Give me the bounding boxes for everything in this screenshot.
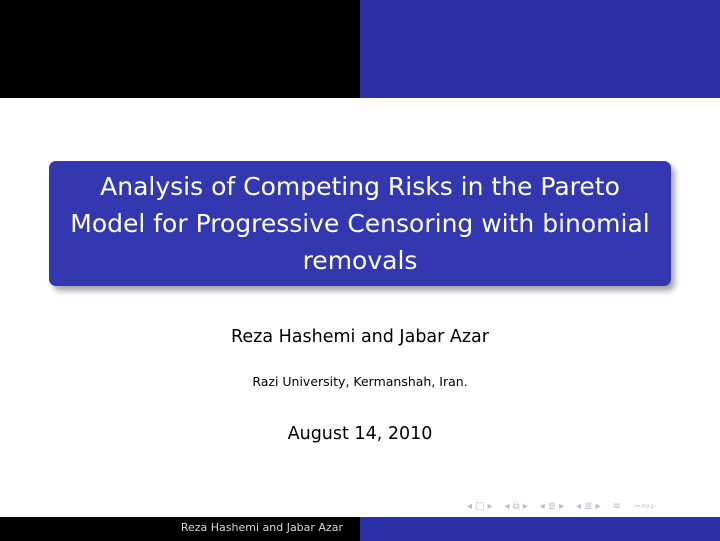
section-icon[interactable]: ≣ — [547, 501, 557, 512]
appendix-icon[interactable]: ≡ — [612, 501, 622, 512]
frame-icon[interactable]: □ — [475, 501, 485, 512]
section-next-icon[interactable]: ▸ — [559, 501, 565, 512]
title-box — [49, 161, 671, 286]
header-left-panel — [0, 0, 360, 98]
header-right-panel — [360, 0, 720, 98]
section-prev-icon[interactable]: ◂ — [539, 501, 545, 512]
sub-prev-icon[interactable]: ◂ — [576, 501, 582, 512]
title-line-1: Analysis of Competing Risks in the Pareto — [100, 172, 620, 201]
footer-left-panel — [0, 517, 360, 541]
search-icon[interactable]: ∽∾⌕ — [633, 501, 656, 512]
slide-title — [60, 168, 660, 279]
header-bar — [0, 0, 720, 98]
frame-next-icon[interactable]: ▸ — [487, 501, 493, 512]
subsection-prev-icon[interactable]: ◂ — [504, 501, 510, 512]
title-line-2: Model for Progressive Censoring with binomial — [70, 209, 650, 238]
footer-author: Reza Hashemi and Jabar Azar — [180, 521, 343, 534]
subsection-next-icon[interactable]: ▸ — [522, 501, 528, 512]
date: August 14, 2010 — [287, 424, 433, 444]
institute: Razi University, Kermanshah, Iran. — [252, 374, 468, 389]
author: Reza Hashemi and Jabar Azar — [231, 327, 489, 347]
subsection-icon[interactable]: ⧉ — [512, 501, 520, 512]
sub-icon[interactable]: ≣ — [584, 501, 593, 512]
footer-right-panel — [360, 517, 720, 541]
title-line-3: removals — [302, 246, 418, 275]
navigation-symbols — [467, 499, 655, 515]
frame-prev-icon[interactable]: ◂ — [467, 501, 473, 512]
sub-next-icon[interactable]: ▸ — [595, 501, 601, 512]
